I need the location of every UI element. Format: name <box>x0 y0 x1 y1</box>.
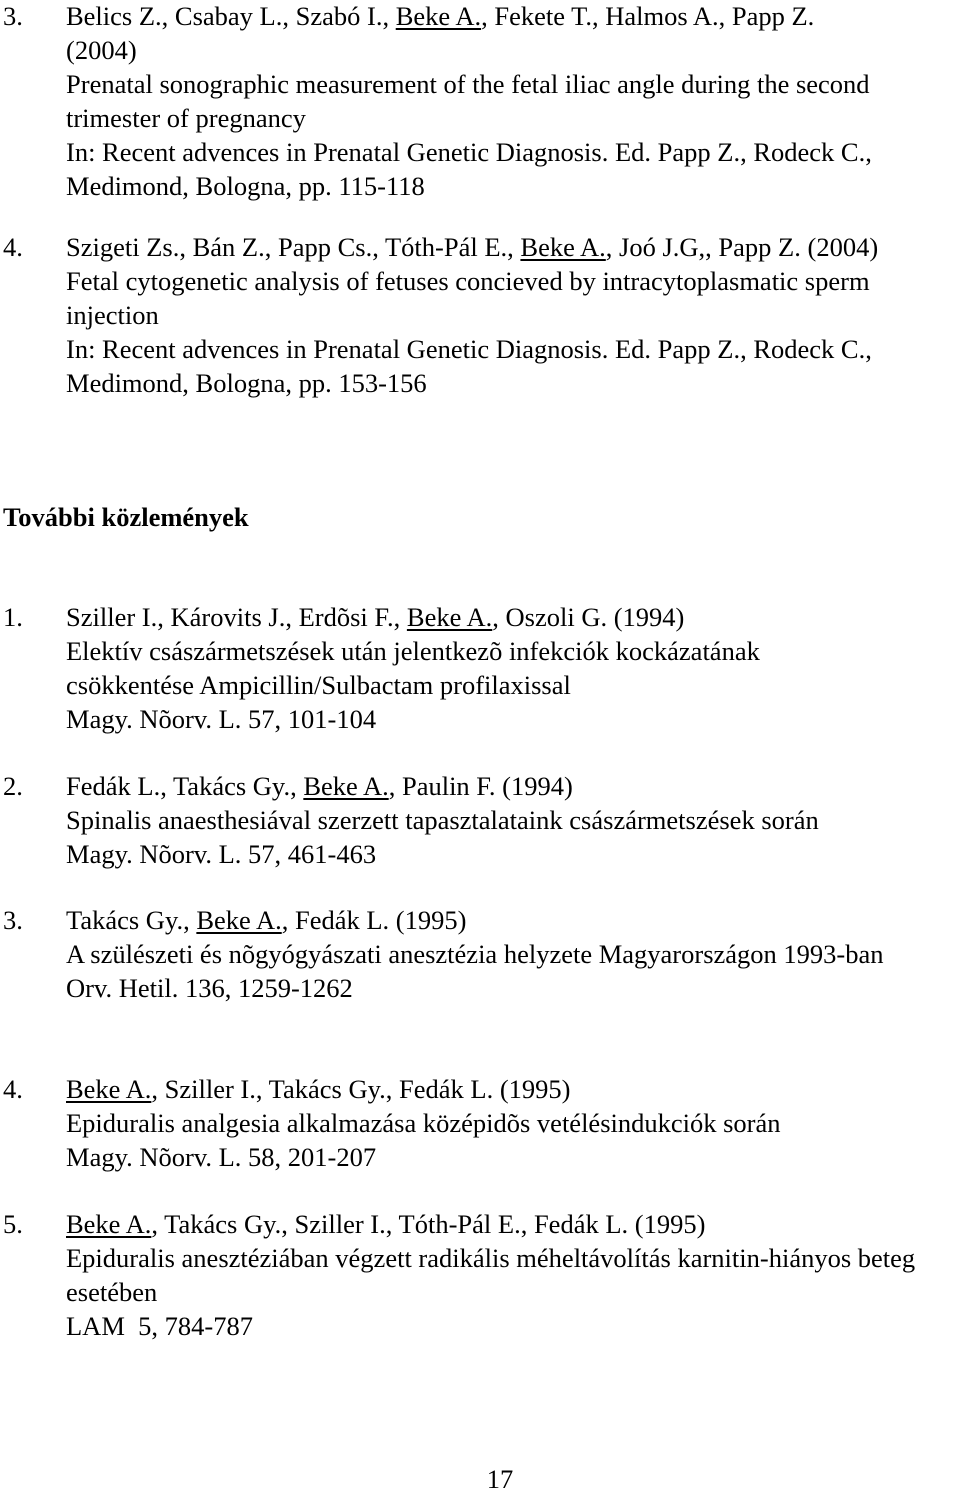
reference-number: 2. <box>3 771 23 801</box>
reference-number: 5. <box>3 1209 23 1239</box>
reference-title: Epiduralis analgesia alkalmazása középidõs vetélésindukciók során <box>66 1108 781 1138</box>
reference-item <box>0 1072 940 1174</box>
reference-title: Prenatal sonographic measurement of the fetal iliac angle during the second trimester of pregnancy <box>66 69 870 133</box>
reference-source: Magy. Nõorv. L. 57, 101-104 <box>66 704 377 734</box>
highlighted-author: Beke A. <box>303 771 389 801</box>
reference-year: (2004) <box>66 35 137 65</box>
highlighted-author: Beke A. <box>66 1074 152 1104</box>
reference-source: Medimond, Bologna, pp. 153-156 <box>66 368 427 398</box>
reference-authors: Beke A., Sziller I., Takács Gy., Fedák L. (1995) <box>66 1074 571 1104</box>
section-heading: További közlemények <box>3 502 249 532</box>
reference-title: Spinalis anaesthesiával szerzett tapasztalataink császármetszések során <box>66 805 819 835</box>
reference-number: 3. <box>3 905 23 935</box>
reference-source: Medimond, Bologna, pp. 115-118 <box>66 171 425 201</box>
reference-source: Orv. Hetil. 136, 1259-1262 <box>66 973 353 1003</box>
reference-source: Magy. Nõorv. L. 58, 201-207 <box>66 1142 377 1172</box>
reference-source: Magy. Nõorv. L. 57, 461-463 <box>66 839 377 869</box>
reference-number: 4. <box>3 1074 23 1104</box>
reference-authors: Beke A., Takács Gy., Sziller I., Tóth-Pál E., Fedák L. (1995) <box>66 1209 706 1239</box>
reference-item <box>0 230 940 400</box>
reference-authors: Fedák L., Takács Gy., Beke A., Paulin F. (1994) <box>66 771 573 801</box>
reference-title: A szülészeti és nõgyógyászati anesztézia helyzete Magyarországon 1993-ban <box>66 939 884 969</box>
reference-number: 1. <box>3 602 23 632</box>
reference-item <box>0 0 940 203</box>
reference-title: Epiduralis anesztéziában végzett radikális méheltávolítás karnitin-hiányos beteg esetében <box>66 1243 916 1307</box>
reference-authors: Szigeti Zs., Bán Z., Papp Cs., Tóth-Pál E., Beke A., Joó J.G,, Papp Z. (2004) <box>66 232 879 262</box>
reference-item <box>0 1207 940 1343</box>
highlighted-author: Beke A. <box>395 1 482 31</box>
page-number: 17 <box>486 1464 514 1494</box>
highlighted-author: Beke A. <box>196 905 282 935</box>
reference-number: 4. <box>3 232 23 262</box>
reference-authors: Belics Z., Csabay L., Szabó I., Beke A., Fekete T., Halmos A., Papp Z. <box>66 1 815 31</box>
reference-source: In: Recent advences in Prenatal Genetic Diagnosis. Ed. Papp Z., Rodeck C., <box>66 334 872 364</box>
reference-authors: Sziller I., Károvits J., Erdõsi F., Beke A., Oszoli G. (1994) <box>66 602 685 632</box>
highlighted-author: Beke A. <box>66 1209 152 1239</box>
highlighted-author: Beke A. <box>406 602 493 632</box>
reference-item <box>0 600 940 736</box>
reference-source: LAM 5, 784-787 <box>66 1311 253 1341</box>
reference-number: 3. <box>3 1 23 31</box>
reference-title: Fetal cytogenetic analysis of fetuses concieved by intracytoplasmatic sperm injection <box>66 266 870 330</box>
highlighted-author: Beke A. <box>520 232 606 262</box>
reference-authors: Takács Gy., Beke A., Fedák L. (1995) <box>66 905 467 935</box>
reference-item <box>0 769 940 871</box>
reference-source: In: Recent advences in Prenatal Genetic Diagnosis. Ed. Papp Z., Rodeck C., <box>66 137 872 167</box>
reference-item <box>0 903 940 1005</box>
reference-title: Elektív császármetszések után jelentkezõ infekciók kockázatának csökkentése Ampicillin/Sulbactam profilaxissal <box>66 636 760 700</box>
